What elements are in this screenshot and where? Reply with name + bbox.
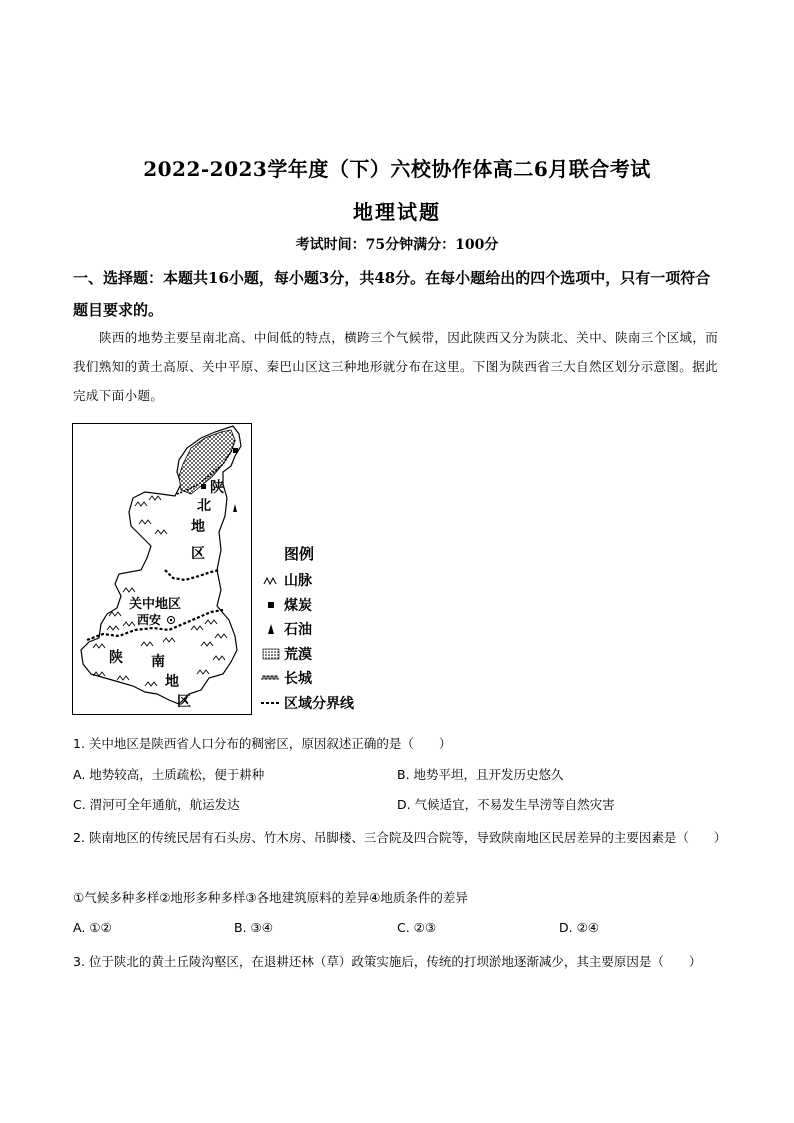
boundary-line-icon — [258, 696, 284, 710]
legend-label: 煤炭 — [284, 597, 312, 614]
great-wall-icon — [258, 671, 284, 685]
question-2-option-d[interactable]: D. ②④ — [559, 920, 599, 935]
map-label-xian: 西安 — [137, 613, 162, 627]
legend-label: 区域分界线 — [284, 695, 354, 712]
map-label-qu2: 区 — [177, 694, 191, 710]
desert-icon — [258, 647, 284, 661]
coal-marker-2 — [233, 448, 238, 453]
legend-label: 长城 — [284, 671, 312, 688]
section-heading: 一、选择题：本题共16小题，每小题3分，共48分。在每小题给出的四个选项中，只有一项符合题目要求的。 — [73, 269, 711, 319]
legend-label: 山脉 — [284, 573, 312, 590]
mountain-icon — [258, 573, 284, 587]
boundary-north — [165, 570, 219, 580]
question-1-option-d[interactable]: D. 气候适宜，不易发生旱涝等自然灾害 — [397, 797, 615, 812]
oil-icon — [258, 622, 284, 636]
question-1-option-a[interactable]: A. 地势较高，土质疏松，便于耕种 — [73, 767, 265, 782]
desert-area — [179, 430, 235, 494]
map-label-shan2: 陕 — [109, 650, 123, 666]
map-label-di1: 地 — [191, 519, 205, 535]
exam-subtitle: 地理试题 — [353, 200, 441, 224]
question-1-stem: 1. 关中地区是陕西省人口分布的稠密区，原因叙述正确的是（ ） — [73, 736, 452, 751]
map-label-di2: 地 — [165, 674, 179, 690]
question-2-stem: 2. 陕南地区的传统民居有石头房、竹木房、吊脚楼、三合院及四合院等，导致陕南地区民居差异的主要因素是（ ） — [73, 830, 727, 845]
question-3-stem: 3. 位于陕北的黄土丘陵沟壑区，在退耕还林（草）政策实施后，传统的打坝淤地逐渐减少，其主要原因是（ ） — [73, 954, 702, 969]
question-2-items: ①气候多种多样②地形多种多样③各地建筑原料的差异④地质条件的差异 — [73, 890, 468, 905]
map-label-guanzhong: 关中地区 — [129, 597, 182, 612]
legend-label: 荒漠 — [284, 646, 312, 663]
legend-item — [258, 568, 388, 593]
coal-icon — [258, 598, 284, 612]
legend-item — [258, 617, 388, 642]
map-label-shan: 陕 — [210, 480, 224, 496]
legend-item — [258, 691, 388, 716]
question-2-option-b[interactable]: B. ③④ — [234, 920, 273, 935]
question-2-option-a[interactable]: A. ①② — [73, 920, 112, 935]
legend-title: 图例 — [284, 545, 315, 563]
question-2-option-c[interactable]: C. ②③ — [397, 920, 437, 935]
question-1-option-b[interactable]: B. 地势平坦，且开发历史悠久 — [397, 767, 564, 782]
coal-marker — [201, 484, 206, 489]
legend-item — [258, 593, 388, 618]
map-label-qu1: 区 — [191, 546, 205, 562]
shaanxi-map — [72, 423, 252, 715]
map-legend — [258, 543, 388, 715]
legend-label: 石油 — [284, 622, 312, 639]
legend-item — [258, 666, 388, 691]
legend-item — [258, 642, 388, 667]
map-label-bei: 北 — [197, 498, 211, 514]
intro-paragraph: 陕西的地势主要呈南北高、中间低的特点，横跨三个气候带，因此陕西又分为陕北、关中、陕南三个区域，而我们熟知的黄土高原、关中平原、秦巴山区这三种地形就分布在这里。下图为陕西省三大自然区划分示意图。据此完成下面小题。 — [73, 330, 719, 403]
exam-info: 考试时间：75分钟满分：100分 — [295, 237, 499, 253]
map-label-nan: 南 — [151, 654, 165, 670]
shaanxi-map-svg — [73, 424, 251, 714]
question-1-option-c[interactable]: C. 渭河可全年通航，航运发达 — [73, 797, 240, 812]
exam-title: 2022-2023学年度（下）六校协作体高二6月联合考试 — [143, 157, 651, 181]
oil-marker — [233, 504, 237, 512]
